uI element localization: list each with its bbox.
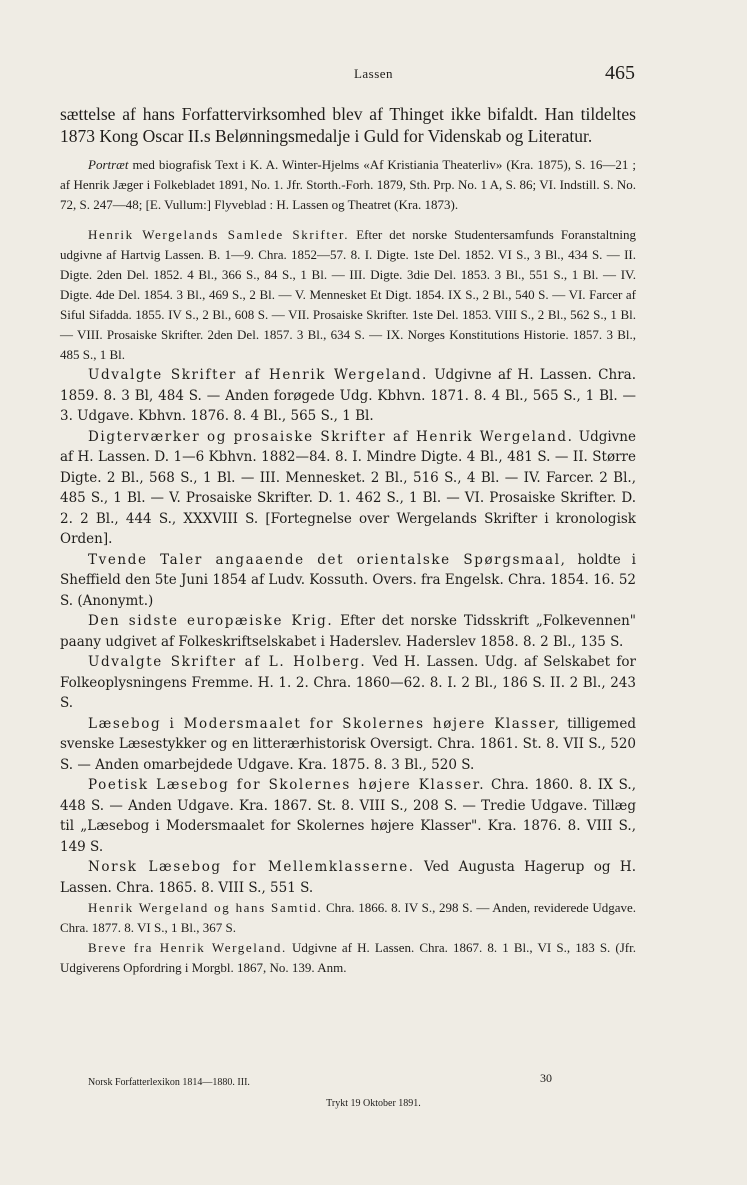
entry-text: Ved H. Lassen. Udg. af Selskabet for Folkeoplysningens Fremme. H. 1. 2. Chra. 1860—62. 8. I. 2 Bl., 186 S. II. 2 Bl., 243 S. [60, 654, 636, 711]
bibliography-entry [60, 365, 636, 427]
entry-title: Henrik Wergelands Samlede Skrifter. [88, 227, 350, 242]
bibliography-entry [60, 225, 636, 365]
intro-paragraph: sættelse af hans Forfattervirksomhed blev af Thinget ikke bifaldt. Han tildeltes 1873 Kong Oscar II.s Belønningsmedalje i Guld for Videnskab og Literatur. [60, 104, 636, 146]
portrait-text: med biografisk Text i K. A. Winter-Hjelms «Af Kristiania Theaterliv» (Kra. 1875), S. 16—21 ; af Henrik Jæger i Folkebladet 1891, No. 1. Jfr. Storth.-Forh. 1879, Sth. Prp. No. 1 A, S. 86; VI. Indstill. S. No. 72, S. 247—48; [E. Vullum:] Flyveblad : H. Lassen og Theatret (Kra. 1873). [60, 157, 636, 212]
signature-line: Norsk Forfatterlexikon 1814—1880. III. [88, 1077, 250, 1088]
entry-text: Efter det norske Tidsskrift „Folkevennen" paany udgivet af Folkeskriftselskabet i Haderslev. Haderslev 1858. 8. 2 Bl., 135 S. [60, 613, 636, 650]
page-body [60, 104, 636, 978]
entry-title: Tvende Taler angaaende det orientalske Spørgsmaal, [88, 551, 567, 568]
entry-text: tilligemed svenske Læsestykker og en litterærhistorisk Oversigt. Chra. 1861. St. 8. VII S., 520 S. — Anden omarbejdede Udgave. Kra. 1875. 8. 3 Bl., 520 S. [60, 715, 636, 773]
bibliography-entry [60, 938, 636, 978]
entry-text: Efter det norske Studentersamfunds Foranstaltning udgivne af Hartvig Lassen. B. 1—9. Chra. 1852—57. 8. I. Digte. 1ste Del. 1852. VI S., 3 Bl., 434 S. — II. Digte. 2den Del. 1852. 4 Bl., 366 S., 84 S., 1 Bl. — III. Digte. 3die Del. 1853. 3 Bl., 551 S., 1 Bl. — IV. Digte. 4de Del. 1854. 3 Bl., 469 S., 2 Bl. — V. Mennesket Et Digt. 1854. IX S., 2 Bl., 540 S. — VI. Farcer af Siful Sifadda. 1855. IV S., 2 Bl., 608 S. — VII. Prosaiske Skrifter. 1ste Del. 1853. VIII S., 2 Bl., 562 S., 1 Bl. — VIII. Prosaiske Skrifter. 2den Del. 1857. 3 Bl., 634 S. — IX. Norges Konstitutions Historie. 1857. 3 Bl., 485 S., 1 Bl. [60, 227, 636, 362]
entry-text: Chra. 1866. 8. IV S., 298 S. — Anden, reviderede Udgave. Chra. 1877. 8. VI S., 1 Bl., 367 S. [60, 900, 636, 935]
bibliography-entry [60, 898, 636, 938]
print-date: Trykt 19 Oktober 1891. [326, 1098, 421, 1109]
page-number: 465 [605, 62, 635, 84]
bibliography-entry [60, 652, 636, 714]
entry-text: Ved Augusta Hagerup og H. Lassen. Chra. 1865. 8. VIII S., 551 S. [60, 859, 636, 896]
entry-title: Den sidste europæiske Krig. [88, 613, 334, 629]
bibliography-entry [60, 857, 636, 898]
signature-mark: 30 [540, 1071, 552, 1085]
entry-title: Læsebog i Modersmaalet for Skolernes højere Klasser, [88, 715, 561, 732]
portrait-note [60, 155, 636, 215]
bibliography-entry [60, 550, 636, 612]
portrait-lead: Portræt [88, 157, 129, 172]
entry-title: Henrik Wergeland og hans Samtid. [88, 900, 323, 915]
running-head: Lassen [353, 66, 394, 81]
entry-title: Udvalgte Skrifter af L. Holberg. [88, 654, 367, 670]
bibliography-entry [60, 714, 636, 776]
entry-title: Breve fra Henrik Wergeland. [88, 940, 287, 955]
entry-title: Poetisk Læsebog for Skolernes højere Klasser. [88, 777, 486, 793]
bibliography-entry [60, 775, 636, 857]
entry-text: Udgivne af H. Lassen. D. 1—6 Kbhvn. 1882—84. 8. I. Mindre Digte. 4 Bl., 481 S. — II. Større Digte. 2 Bl., 568 S., 1 Bl. — III. Mennesket. 2 Bl., 516 S., 4 Bl. — IV. Farcer. 2 Bl., 485 S., 1 Bl. — V. Prosaiske Skrifter. D. 1. 462 S., 1 Bl. — VI. Prosaiske Skrifter. D. 2. 2 Bl., 444 S., XXXVIII S. [Fortegnelse over Wergelands Skrifter i kronologisk Orden]. [60, 428, 636, 547]
entry-text: holdte i Sheffield den 5te Juni 1854 af Ludv. Kossuth. Overs. fra Engelsk. Chra. 1854. 16. 52 S. (Anonymt.) [60, 551, 637, 609]
entry-title: Norsk Læsebog for Mellemklasserne. [88, 859, 415, 875]
entry-text: Chra. 1860. 8. IX S., 448 S. — Anden Udgave. Kra. 1867. St. 8. VIII S., 208 S. — Tredie Udgave. Tillæg til „Læsebog i Modersmaalet for Skolernes højere Klasser". Kra. 1876. 8. VIII S., 149 S. [60, 777, 636, 855]
bibliography-entry [60, 427, 636, 550]
entry-text: Udgivne af H. Lassen. Chra. 1859. 8. 3 Bl, 484 S. — Anden forøgede Udg. Kbhvn. 1871. 8. 4 Bl., 565 S., 1 Bl. — 3. Udgave. Kbhvn. 1876. 8. 4 Bl., 565 S., 1 Bl. [60, 367, 636, 424]
entry-title: Udvalgte Skrifter af Henrik Wergeland. [88, 367, 428, 383]
entry-text: Udgivne af H. Lassen. Chra. 1867. 8. 1 Bl., VI S., 183 S. (Jfr. Udgiverens Opfordring i Morgbl. 1867, No. 139. Anm. [60, 940, 636, 975]
entry-title: Digterværker og prosaiske Skrifter af Henrik Wergeland. [88, 428, 574, 445]
bibliography-entry [60, 611, 636, 652]
